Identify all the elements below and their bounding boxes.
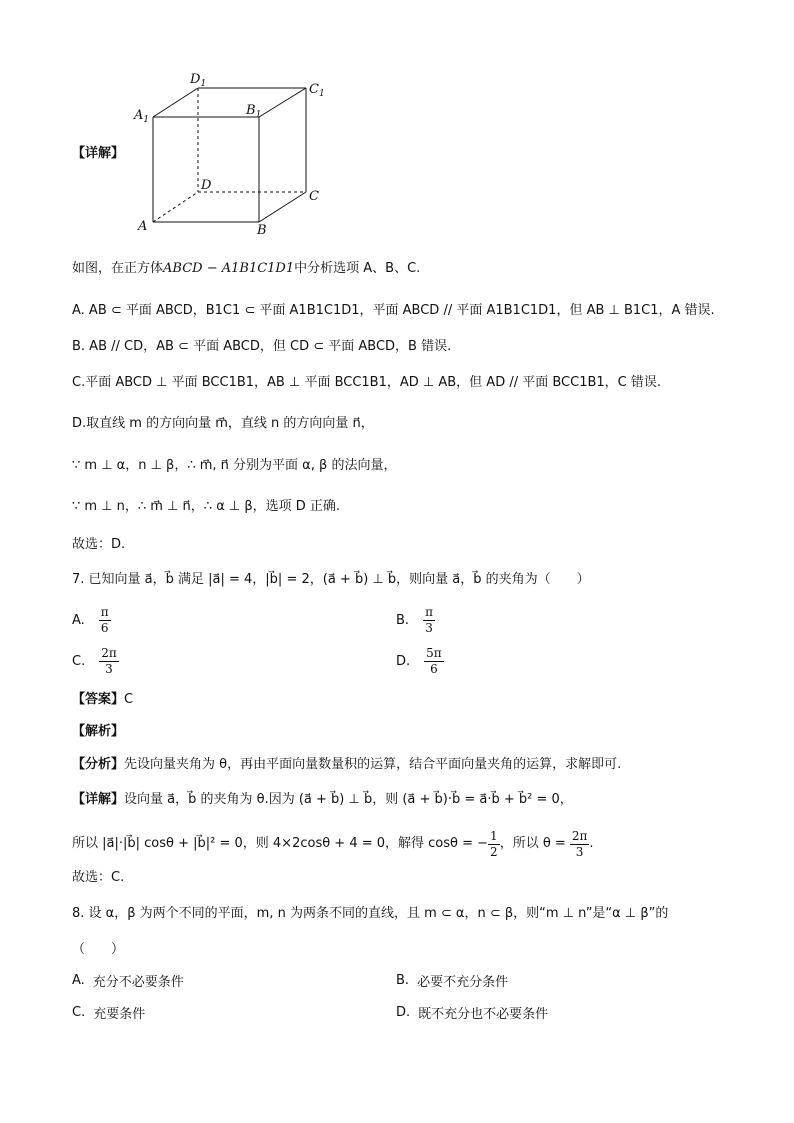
label-c1: $C_1$ [309,82,325,99]
q6-intro-cube: ABCD − A1B1C1D1 [163,261,295,276]
q7-xiangjie [72,790,573,810]
q8-option-b: B. 必要不充分条件 [396,973,509,990]
q6-step-1: ∵ m ⊥ α，n ⊥ β，∴ m⃗, n⃗ 分别为平面 α, β 的法向量， [72,458,397,473]
q7-option-a-fraction: $\frac{\pi}{6}$ [100,605,109,635]
q7-analysis-tag: 【解析】 [72,724,125,739]
cube-figure [130,70,330,240]
edge-a-d-hidden [153,192,198,222]
q7-suoyi [72,826,593,862]
q7-option-d-key: D. [396,654,411,669]
q6-intro-prefix: 如图，在正方体 [72,261,164,276]
q6-option-d: D.取直线 m 的方向向量 m⃗，直线 n 的方向向量 n⃗， [72,416,374,431]
q6-intro-suffix: 中分析选项 A、B、C. [294,261,421,276]
q7-answer-value: C [124,692,134,707]
q7-stem: 7. 已知向量 a⃗，b⃗ 满足 |a⃗| = 4，|b⃗| = 2，(a⃗ + b⃗) ⊥ b⃗，则向量 a⃗，b⃗ 的夹角为（ ） [72,572,590,587]
q7-option-c-fraction: $\frac{2\pi}{3}$ [101,646,117,676]
q7-option-a [72,605,111,636]
q7-theta-fraction: $\frac{2\pi}{3}$ [571,828,588,859]
q7-xiangjie-tag: 【详解】 [72,792,125,807]
q6-option-a: A. AB ⊂ 平面 ABCD，B1C1 ⊂ 平面 A1B1C1D1，平面 ABCD // 平面 A1B1C1D1，但 AB ⊥ B1C1，A 错误. [72,303,715,318]
q7-option-b-key: B. [396,613,410,628]
q6-step-2: ∵ m ⊥ n，∴ m⃗ ⊥ n⃗，∴ α ⊥ β，选项 D 正确. [72,499,341,514]
q7-fenxi-tag: 【分析】 [72,757,125,772]
q7-option-b-fraction: $\frac{\pi}{3}$ [425,605,433,635]
detail-tag: 【详解】 [72,146,125,161]
q7-suoyi-mid: ，所以 θ = [499,836,566,851]
q7-conclusion: 故选：C. [72,870,125,885]
label-d: D [201,178,212,193]
q7-option-d-fraction: $\frac{5\pi}{6}$ [426,646,442,676]
label-d1: $D_1$ [190,72,207,89]
q7-option-a-key: A. [72,613,85,628]
q6-intro [72,259,420,279]
label-c: C [309,189,319,204]
label-a1: $A_1$ [134,108,150,125]
q7-suoyi-prefix: 所以 |a⃗|·|b⃗| cosθ + |b⃗|² = 0，则 4×2cosθ + 4 = 0，解得 cosθ = − [72,836,489,851]
q8-option-d: D. 既不充分也不必要条件 [396,1005,549,1022]
q8-stem: 8. 设 α，β 为两个不同的平面，m, n 为两条不同的直线，且 m ⊂ α，n ⊂ β，则“m ⊥ n”是“α ⊥ β”的 [72,906,669,921]
edge-b1-c1 [259,88,306,117]
label-b: B [257,223,267,238]
q7-suoyi-end: . [589,836,594,851]
q6-option-c: C.平面 ABCD ⊥ 平面 BCC1B1，AB ⊥ 平面 BCC1B1，AD ⊥ AB，但 AD // 平面 BCC1B1，C 错误. [72,375,662,390]
label-b1: $B_1$ [246,103,262,120]
q7-xiangjie-text: 设向量 a⃗，b⃗ 的夹角为 θ.因为 (a⃗ + b⃗) ⊥ b⃗，则 (a⃗ + b⃗)·b⃗ = a⃗·b⃗ + b⃗² = 0， [124,792,573,807]
q6-conclusion: 故选：D. [72,537,126,552]
edge-b-c [259,192,306,222]
q7-cos-fraction: $\frac{1}{2}$ [490,828,498,859]
q7-option-b [396,605,435,636]
edge-a1-d1 [153,88,198,117]
q7-option-d [396,646,444,677]
q6-option-b: B. AB // CD，AB ⊂ 平面 ABCD，但 CD ⊂ 平面 ABCD，B 错误. [72,339,452,354]
q7-answer [72,690,133,710]
q7-answer-tag: 【答案】 [72,692,125,707]
q7-fenxi-text: 先设向量夹角为 θ，再由平面向量数量积的运算，结合平面向量夹角的运算，求解即可. [124,757,622,772]
q8-paren: （ ） [72,942,125,957]
q7-option-c-key: C. [72,654,86,669]
q7-option-c [72,646,119,677]
label-a: A [138,219,148,234]
q8-option-a: A. 充分不必要条件 [72,973,184,990]
q7-fenxi [72,755,621,775]
q8-option-c: C. 充要条件 [72,1005,146,1022]
